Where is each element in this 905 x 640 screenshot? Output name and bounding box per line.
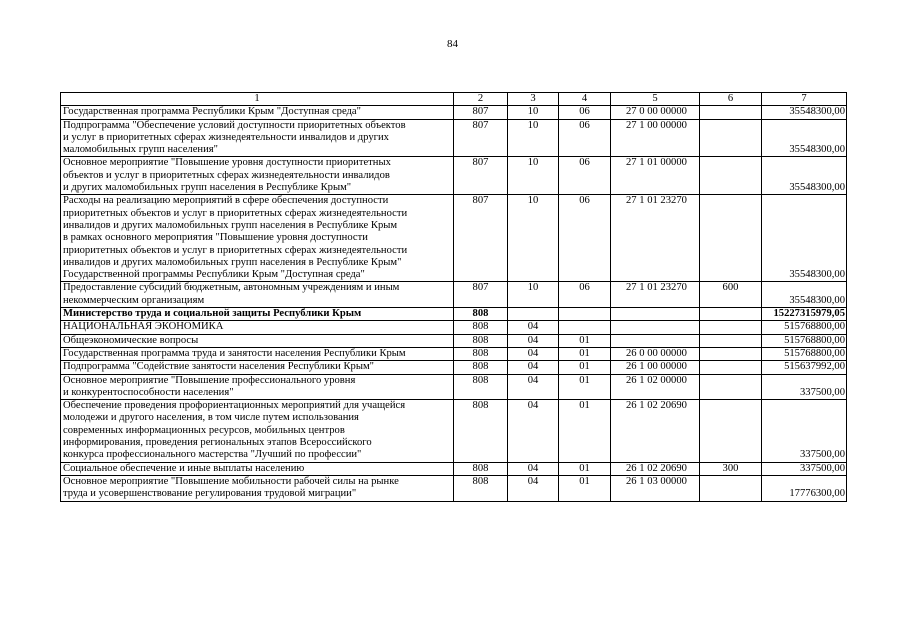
table-row [61,119,847,157]
cell-text: 06 [579,157,590,169]
row-name-cell [61,475,454,501]
cell-text: Министерство труда и социальной защиты Республики Крым [63,308,362,320]
row-subsection-cell [559,157,611,195]
row-chapter-cell [454,361,508,374]
row-name-cell [61,119,454,157]
cell-text: 01 [579,347,590,359]
row-section-cell [508,119,559,157]
cell-text: Основное мероприятие "Повышение мобильности рабочей силы на рынке труда и усовершенствование регулирования трудовой миграции" [63,475,399,500]
cell-text: 808 [472,374,489,386]
row-target-code-cell [611,462,700,475]
cell-text: Государственная программа Республики Крым "Доступная среда" [63,106,361,118]
row-expense-type-cell [700,106,762,119]
cell-text: 26 1 03 00000 [626,475,687,487]
row-section-cell [508,374,559,400]
row-expense-type-cell [700,400,762,462]
row-expense-type-cell [700,462,762,475]
row-subsection-cell [559,347,611,360]
cell-text: Социальное обеспечение и иные выплаты населению [63,462,305,474]
row-expense-type-cell [700,347,762,360]
table-row [61,106,847,119]
cell-text: 26 1 02 20690 [626,462,687,474]
row-expense-type-cell [700,374,762,400]
row-amount-cell [762,195,847,282]
cell-text: 06 [579,282,590,294]
row-target-code-cell [611,374,700,400]
row-target-code-cell [611,157,700,195]
row-expense-type-cell [700,475,762,501]
row-expense-type-cell [700,119,762,157]
row-target-code-cell [611,334,700,347]
cell-text: Предоставление субсидий бюджетным, автономным учреждениям и иным некоммерческим организациям [63,282,400,306]
table-row [61,308,847,321]
header-row [61,93,847,106]
cell-text: 35548300,00 [789,106,845,118]
cell-text: 01 [579,400,590,412]
cell-text: 01 [579,475,590,487]
row-subsection-cell [559,462,611,475]
cell-text: 04 [527,462,539,474]
row-section-cell [508,195,559,282]
row-chapter-cell [454,157,508,195]
cell-text: 01 [579,334,590,346]
row-name-cell [61,361,454,374]
row-target-code-cell [611,282,700,308]
row-name-cell [61,462,454,475]
row-chapter-cell [454,462,508,475]
cell-text: 300 [722,462,739,474]
row-subsection-cell [559,321,611,334]
row-amount-cell [762,308,847,321]
cell-text: 808 [472,462,489,474]
cell-text: 808 [472,308,489,320]
table-row [61,321,847,334]
row-amount-cell [762,334,847,347]
cell-text: Основное мероприятие "Повышение профессионального уровня и конкурентоспособности населения" [63,374,356,398]
cell-text: 808 [472,321,489,333]
row-amount-cell [762,400,847,462]
cell-text: 337500,00 [799,462,845,474]
table-row [61,334,847,347]
table-row [61,400,847,462]
row-amount-cell [762,106,847,119]
row-target-code-cell [611,195,700,282]
row-section-cell [508,400,559,462]
row-amount-cell [762,157,847,195]
cell-text: 808 [472,361,489,373]
cell-text: Государственная программа труда и занятости населения Республики Крым [63,347,406,359]
row-expense-type-cell [700,334,762,347]
row-subsection-cell [559,308,611,321]
row-target-code-cell [611,119,700,157]
row-amount-cell [762,361,847,374]
row-section-cell [508,347,559,360]
row-expense-type-cell [700,321,762,334]
cell-text: 35548300,00 [789,294,845,306]
cell-text: Подпрограмма "Содействие занятости населения Республики Крым" [63,361,375,373]
header-cell: 7 [762,93,847,106]
cell-text: 27 1 01 00000 [626,157,687,169]
page-number: 84 [447,38,458,50]
cell-text: Подпрограмма "Обеспечение условий доступности приоритетных объектов и услуг в приоритетных сферах жизнедеятельности инвалидов и других маломобильных групп населения" [63,119,406,156]
row-target-code-cell [611,475,700,501]
cell-text: 01 [579,374,590,386]
row-subsection-cell [559,195,611,282]
row-subsection-cell [559,475,611,501]
table-row [61,282,847,308]
row-section-cell [508,462,559,475]
row-chapter-cell [454,400,508,462]
row-name-cell [61,308,454,321]
cell-text: 10 [527,106,539,118]
row-amount-cell [762,282,847,308]
row-name-cell [61,374,454,400]
header-cell: 4 [559,93,611,106]
row-subsection-cell [559,334,611,347]
row-target-code-cell [611,347,700,360]
row-name-cell [61,282,454,308]
row-expense-type-cell [700,361,762,374]
row-section-cell [508,475,559,501]
row-chapter-cell [454,195,508,282]
row-target-code-cell [611,106,700,119]
table-row [61,157,847,195]
row-amount-cell [762,374,847,400]
cell-text: 04 [527,400,539,412]
cell-text: 01 [579,462,590,474]
cell-text: 15227315979,05 [773,308,845,320]
cell-text: 04 [527,361,539,373]
cell-text: 337500,00 [799,449,845,461]
cell-text: 06 [579,119,590,131]
row-amount-cell [762,462,847,475]
row-expense-type-cell [700,157,762,195]
cell-text: Основное мероприятие "Повышение уровня доступности приоритетных объектов и услуг в приоритетных сферах жизнедеятельности инвалидов и других маломобильных групп населения в Республике Крым" [63,157,391,194]
row-name-cell [61,334,454,347]
row-name-cell [61,106,454,119]
row-chapter-cell [454,347,508,360]
cell-text: 04 [527,374,539,386]
row-subsection-cell [559,400,611,462]
table-row [61,195,847,282]
cell-text: 26 1 02 00000 [626,374,687,386]
row-name-cell [61,321,454,334]
cell-text: 808 [472,400,489,412]
cell-text: 807 [472,106,489,118]
table-row [61,374,847,400]
header-cell: 1 [61,93,454,106]
cell-text: 06 [579,106,590,118]
row-expense-type-cell [700,282,762,308]
header-cell: 5 [611,93,700,106]
table-row [61,347,847,360]
row-name-cell [61,400,454,462]
row-expense-type-cell [700,195,762,282]
cell-text: 27 1 01 23270 [626,282,687,294]
cell-text: 515768800,00 [784,347,845,359]
row-target-code-cell [611,321,700,334]
cell-text: Обеспечение проведения профориентационных мероприятий для учащейся молодежи и другого населения, в том числе путем использования современных информационных ресурсов, мобильных центров информирования, проведения региональных этапов Всероссийского конкурса профессионального мастерства "Лучший по профессии" [63,400,406,461]
cell-text: 26 1 00 00000 [626,361,687,373]
row-section-cell [508,361,559,374]
cell-text: 17776300,00 [789,488,845,500]
row-subsection-cell [559,119,611,157]
cell-text: 10 [527,157,539,169]
cell-text: 27 1 00 00000 [626,119,687,131]
table-row [61,462,847,475]
row-section-cell [508,157,559,195]
row-chapter-cell [454,321,508,334]
cell-text: 04 [527,347,539,359]
cell-text: Общеэкономические вопросы [63,334,199,346]
row-chapter-cell [454,119,508,157]
header-cell: 6 [700,93,762,106]
cell-text: 10 [527,195,539,207]
cell-text: 04 [527,321,539,333]
row-name-cell [61,347,454,360]
cell-text: 26 0 00 00000 [626,347,687,359]
cell-text: 808 [472,347,489,359]
cell-text: 26 1 02 20690 [626,400,687,412]
cell-text: 600 [722,282,739,294]
row-name-cell [61,195,454,282]
cell-text: 807 [472,119,489,131]
cell-text: 27 0 00 00000 [626,106,687,118]
row-target-code-cell [611,400,700,462]
row-section-cell [508,334,559,347]
cell-text: 337500,00 [799,386,845,398]
cell-text: 04 [527,334,539,346]
header-cell: 3 [508,93,559,106]
row-chapter-cell [454,374,508,400]
row-chapter-cell [454,282,508,308]
cell-text: 515768800,00 [784,321,845,333]
row-chapter-cell [454,106,508,119]
row-subsection-cell [559,361,611,374]
cell-text: Расходы на реализацию мероприятий в сфере обеспечения доступности приоритетных объектов и услуг в приоритетных сферах жизнедеятельности инвалидов и других маломобильных групп населения в Республике Крым в рамках основного мероприятия "Повышение уровня доступности приоритетных объектов и услуг в приоритетных сферах жизнедеятельности инвалидов и других маломобильных групп населения в Республике Крым" Государственной программы Республики Крым "Доступная среда" [63,195,408,281]
row-subsection-cell [559,106,611,119]
row-section-cell [508,321,559,334]
header-cell: 2 [454,93,508,106]
row-amount-cell [762,321,847,334]
row-subsection-cell [559,282,611,308]
cell-text: 807 [472,157,489,169]
row-target-code-cell [611,308,700,321]
cell-text: 807 [472,282,489,294]
cell-text: 10 [527,282,539,294]
cell-text: 04 [527,475,539,487]
row-amount-cell [762,119,847,157]
cell-text: 808 [472,334,489,346]
cell-text: 35548300,00 [789,269,845,281]
cell-text: 807 [472,195,489,207]
row-expense-type-cell [700,308,762,321]
row-section-cell [508,106,559,119]
row-name-cell [61,157,454,195]
row-subsection-cell [559,374,611,400]
table-row [61,475,847,501]
cell-text: 10 [527,119,539,131]
row-section-cell [508,308,559,321]
row-amount-cell [762,347,847,360]
cell-text: 27 1 01 23270 [626,195,687,207]
row-chapter-cell [454,334,508,347]
table-row [61,361,847,374]
cell-text: 35548300,00 [789,182,845,194]
row-amount-cell [762,475,847,501]
cell-text: 515637992,00 [784,361,845,373]
cell-text: 06 [579,195,590,207]
cell-text: 01 [579,361,590,373]
row-section-cell [508,282,559,308]
cell-text: 808 [472,475,489,487]
row-target-code-cell [611,361,700,374]
cell-text: 35548300,00 [789,144,845,156]
row-chapter-cell [454,475,508,501]
row-chapter-cell [454,308,508,321]
cell-text: 515768800,00 [784,334,845,346]
cell-text: НАЦИОНАЛЬНАЯ ЭКОНОМИКА [63,321,224,333]
budget-table [60,92,847,502]
